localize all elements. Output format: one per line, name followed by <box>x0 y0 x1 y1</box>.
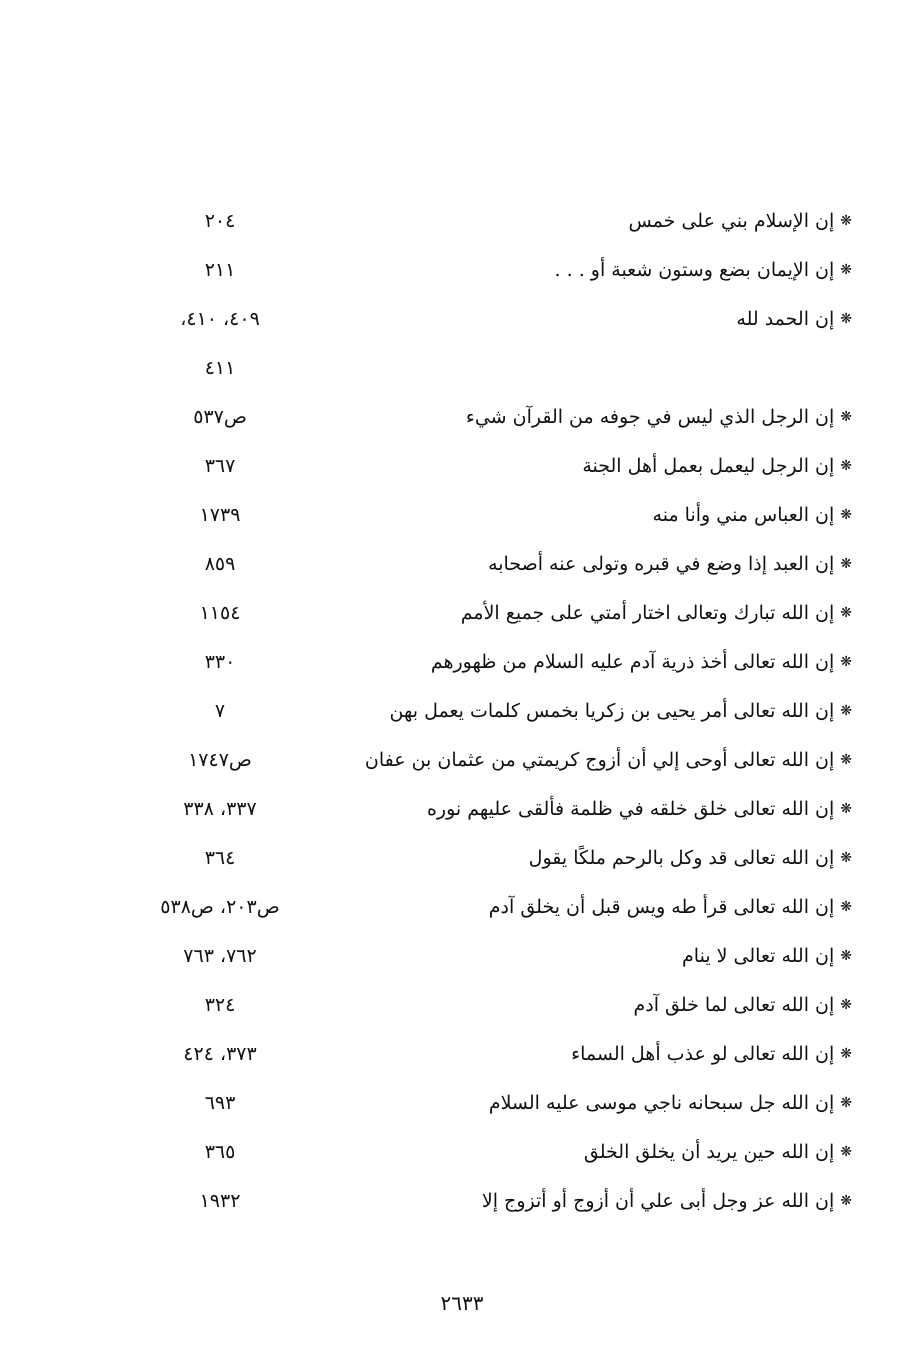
entry-text <box>582 453 852 479</box>
entry-text <box>390 698 852 724</box>
entry-text <box>461 600 852 626</box>
entry-text <box>628 208 852 234</box>
entry-label: إن الله تعالى قرأ طه ويس قبل أن يخلق آدم <box>488 896 835 918</box>
entry-refs: ٣٢٤ <box>204 994 236 1016</box>
bullet-star-icon: ❋ <box>840 556 852 572</box>
entry-refs: ٢٠٤ <box>204 210 236 232</box>
bullet-star-icon: ❋ <box>840 1046 852 1062</box>
index-row <box>140 737 852 786</box>
entry-text <box>482 1188 852 1214</box>
bullet-star-icon: ❋ <box>840 997 852 1013</box>
entry-text <box>584 1139 852 1165</box>
entry-label: إن الله تعالى قد وكل بالرحم ملكًا يقول <box>528 847 835 869</box>
index-row <box>140 1031 852 1080</box>
entry-label: إن الإسلام بني على خمس <box>628 210 835 232</box>
bullet-star-icon: ❋ <box>840 850 852 866</box>
entry-text <box>488 551 852 577</box>
entry-label: إن الرجل ليعمل بعمل أهل الجنة <box>582 455 835 477</box>
entry-refs: ص٥٣٧ <box>193 406 247 428</box>
entry-text <box>571 1041 852 1067</box>
bullet-star-icon: ❋ <box>840 311 852 327</box>
entry-refs: ١٩٣٢ <box>199 1190 241 1212</box>
bullet-star-icon: ❋ <box>840 703 852 719</box>
index-row <box>140 933 852 982</box>
bullet-star-icon: ❋ <box>840 948 852 964</box>
index-row <box>140 835 852 884</box>
entry-refs: ٤١١ <box>204 357 236 379</box>
entry-label: إن الله تعالى لا ينام <box>682 945 835 967</box>
entry-label: إن الله تعالى خلق خلقه في ظلمة فألقى عليهم نوره <box>426 798 835 820</box>
bullet-star-icon: ❋ <box>840 1193 852 1209</box>
index-row <box>140 639 852 688</box>
index-row <box>140 982 852 1031</box>
index-row <box>140 786 852 835</box>
entry-label: إن الله تعالى أمر يحيى بن زكريا بخمس كلمات يعمل بهن <box>389 700 835 722</box>
entry-refs: ٣٣٠ <box>204 651 236 673</box>
entry-refs: ١١٥٤ <box>199 602 241 624</box>
entry-label: إن الله تبارك وتعالى اختار أمتي على جميع الأمم <box>460 602 835 624</box>
entry-label: إن الله تعالى لو عذب أهل السماء <box>571 1043 835 1065</box>
entry-text <box>489 894 852 920</box>
entry-refs: ٧٦٢، ٧٦٣ <box>183 945 257 967</box>
entry-text <box>466 404 852 430</box>
bullet-star-icon: ❋ <box>840 1144 852 1160</box>
entry-label: إن الإيمان بضع وستون شعبة أو . . . <box>554 259 835 281</box>
entry-label: إن العباس مني وأنا منه <box>652 504 835 526</box>
entry-text <box>529 845 852 871</box>
entry-refs: ٤٠٩، ٤١٠، <box>180 308 260 330</box>
entry-text <box>736 306 852 332</box>
bullet-star-icon: ❋ <box>840 507 852 523</box>
entry-label: إن الله جل سبحانه ناجي موسى عليه السلام <box>488 1092 835 1114</box>
entry-text <box>427 796 852 822</box>
bullet-star-icon: ❋ <box>840 752 852 768</box>
entry-text <box>682 943 852 969</box>
index-row <box>140 541 852 590</box>
entry-text <box>633 992 852 1018</box>
entry-text <box>555 257 852 283</box>
index-row <box>140 345 852 394</box>
entry-refs: ص٢٠٣، ص٥٣٨ <box>160 896 280 918</box>
index-row <box>140 394 852 443</box>
bullet-star-icon: ❋ <box>840 654 852 670</box>
entry-text <box>653 502 852 528</box>
index-row <box>140 198 852 247</box>
index-row <box>140 443 852 492</box>
index-row <box>140 1129 852 1178</box>
hadith-index-list <box>140 198 852 1227</box>
entry-refs: ٨٥٩ <box>204 553 236 575</box>
entry-label: إن الله عز وجل أبى علي أن أزوج أو أتزوج إلا <box>481 1190 835 1212</box>
index-row <box>140 296 852 345</box>
entry-label: إن العبد إذا وضع في قبره وتولى عنه أصحابه <box>488 553 835 575</box>
entry-label: إن الله تعالى أخذ ذرية آدم عليه السلام من ظهورهم <box>430 651 835 673</box>
entry-text <box>365 747 852 773</box>
index-row <box>140 590 852 639</box>
bullet-star-icon: ❋ <box>840 899 852 915</box>
entry-label: إن الله تعالى أوحى إلي أن أزوج كريمتي من عثمان بن عفان <box>364 749 835 771</box>
bullet-star-icon: ❋ <box>840 409 852 425</box>
entry-refs: ١٧٣٩ <box>199 504 241 526</box>
index-row <box>140 1080 852 1129</box>
bullet-star-icon: ❋ <box>840 458 852 474</box>
bullet-star-icon: ❋ <box>840 262 852 278</box>
entry-label: إن الحمد لله <box>736 308 835 330</box>
entry-refs: ٣٣٧، ٣٣٨ <box>183 798 257 820</box>
entry-label: إن الله تعالى لما خلق آدم <box>633 994 835 1016</box>
entry-text <box>431 649 852 675</box>
bullet-star-icon: ❋ <box>840 605 852 621</box>
index-row <box>140 884 852 933</box>
index-row <box>140 247 852 296</box>
entry-label: إن الله حين يريد أن يخلق الخلق <box>583 1141 835 1163</box>
entry-text <box>489 1090 852 1116</box>
bullet-star-icon: ❋ <box>840 1095 852 1111</box>
entry-refs: ٧ <box>214 700 226 722</box>
bullet-star-icon: ❋ <box>840 213 852 229</box>
entry-refs: ٣٦٥ <box>204 1141 236 1163</box>
entry-refs: ٣٦٧ <box>204 455 236 477</box>
index-row <box>140 1178 852 1227</box>
entry-refs: ٣٦٤ <box>204 847 236 869</box>
bullet-star-icon: ❋ <box>840 801 852 817</box>
entry-refs: ٢١١ <box>204 259 236 281</box>
entry-label: إن الرجل الذي ليس في جوفه من القرآن شيء <box>465 406 835 428</box>
page-number: ٢٦٣٣ <box>440 1291 484 1315</box>
entry-refs: ٦٩٣ <box>204 1092 236 1114</box>
index-row <box>140 492 852 541</box>
entry-refs: ٣٧٣، ٤٢٤ <box>183 1043 257 1065</box>
index-row <box>140 688 852 737</box>
entry-refs: ص١٧٤٧ <box>188 749 252 771</box>
